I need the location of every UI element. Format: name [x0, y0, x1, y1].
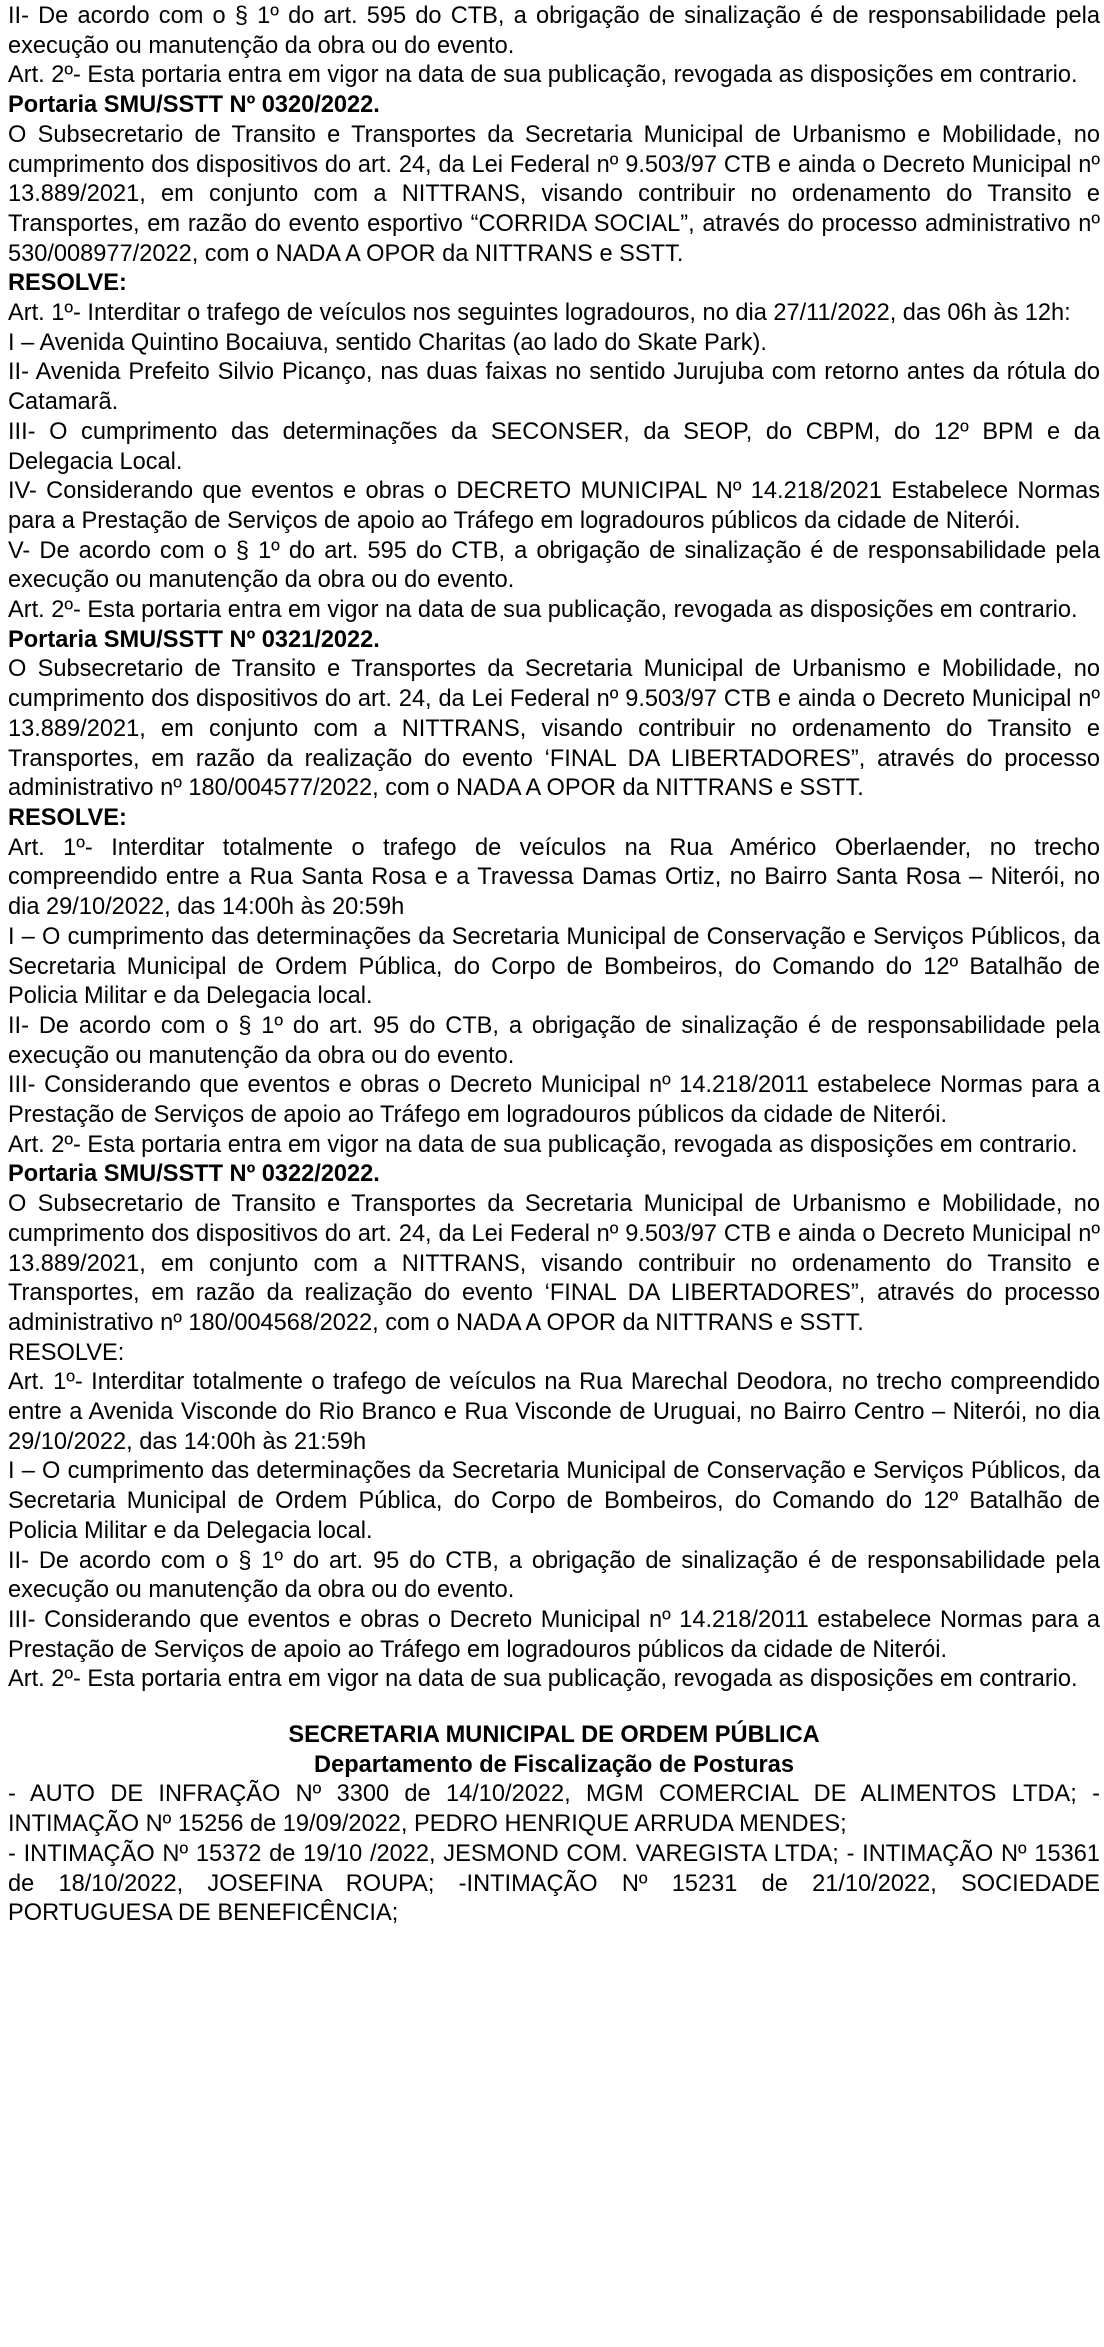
section-title: Portaria SMU/SSTT Nº 0321/2022.	[8, 626, 380, 653]
portarias-block	[8, 2, 1100, 1695]
section-title: Portaria SMU/SSTT Nº 0322/2022.	[8, 1161, 380, 1188]
paragraph: Art. 1º- Interditar totalmente o trafego de veículos na Rua Marechal Deodora, no trecho compreendido entre a Avenida Visconde do Rio Branco e Rua Visconde de Uruguai, no Bairro Centro – Niterói, no dia 29/10/2022, das 14:00h às 21:59h	[8, 1369, 1100, 1455]
paragraph: O Subsecretario de Transito e Transportes da Secretaria Municipal de Urbanismo e Mobilidade, no cumprimento dos dispositivos do art. 24, da Lei Federal nº 9.503/97 CTB e ainda o Decreto Municipal nº 13.889/2021, em conjunto com a NITTRANS, visando contribuir no ordenamento do Transito e Transportes, em razão do evento esportivo “CORRIDA SOCIAL”, através do processo administrativo nº 530/008977/2022, com o NADA A OPOR da NITTRANS e SSTT.	[8, 121, 1100, 267]
paragraph: I – Avenida Quintino Bocaiuva, sentido Charitas (ao lado do Skate Park).	[8, 329, 767, 356]
paragraph: II- Avenida Prefeito Silvio Picanço, nas duas faixas no sentido Jurujuba com retorno antes da rótula do Catamarã.	[8, 359, 1100, 416]
paragraph: Art. 2º- Esta portaria entra em vigor na data de sua publicação, revogada as disposições em contrario.	[8, 1131, 1078, 1158]
paragraph: III- Considerando que eventos e obras o Decreto Municipal nº 14.218/2011 estabelece Normas para a Prestação de Serviços de apoio ao Tráfego em logradouros públicos da cidade de Niterói.	[8, 1072, 1100, 1129]
section-subheading: Departamento de Fiscalização de Posturas	[314, 1751, 794, 1778]
paragraph: IV- Considerando que eventos e obras o DECRETO MUNICIPAL Nº 14.218/2021 Estabelece Normas para a Prestação de Serviços de apoio ao Tráfego em logradouros públicos da cidade de Niterói.	[8, 478, 1100, 534]
paragraph: O Subsecretario de Transito e Transportes da Secretaria Municipal de Urbanismo e Mobilidade, no cumprimento dos dispositivos do art. 24, da Lei Federal nº 9.503/97 CTB e ainda o Decreto Municipal nº 13.889/2021, em conjunto com a NITTRANS, visando contribuir no ordenamento do Transito e Transportes, em razão da realização do evento ‘FINAL DA LIBERTADORES”, através do processo administrativo nº 180/004568/2022, com o NADA A OPOR da NITTRANS e SSTT.	[8, 1191, 1100, 1336]
paragraph: II- De acordo com o § 1º do art. 95 do CTB, a obrigação de sinalização é de responsabilidade pela execução ou manutenção da obra ou do evento.	[8, 1012, 1100, 1069]
paragraph: Art. 1º- Interditar o trafego de veículos nos seguintes logradouros, no dia 27/11/2022, das 06h às 12h:	[8, 300, 1071, 327]
section-title: RESOLVE:	[8, 270, 127, 297]
paragraph: - INTIMAÇÃO Nº 15372 de 19/10 /2022, JESMOND COM. VAREGISTA LTDA; - INTIMAÇÃO Nº 15361 de 18/10/2022, JOSEFINA ROUPA; -INTIMAÇÃO Nº 15231 de 21/10/2022, SOCIEDADE PORTUGUESA DE BENEFICÊNCIA;	[8, 1840, 1100, 1927]
paragraph: O Subsecretario de Transito e Transportes da Secretaria Municipal de Urbanismo e Mobilidade, no cumprimento dos dispositivos do art. 24, da Lei Federal nº 9.503/97 CTB e ainda o Decreto Municipal nº 13.889/2021, em conjunto com a NITTRANS, visando contribuir no ordenamento do Transito e Transportes, em razão da realização do evento ‘FINAL DA LIBERTADORES”, através do processo administrativo nº 180/004577/2022, com o NADA A OPOR da NITTRANS e SSTT.	[8, 656, 1100, 802]
paragraph: III- O cumprimento das determinações da SECONSER, da SEOP, do CBPM, do 12º BPM e da Delegacia Local.	[8, 418, 1100, 475]
paragraph: I – O cumprimento das determinações da Secretaria Municipal de Conservação e Serviços Públicos, da Secretaria Municipal de Ordem Pública, do Corpo de Bombeiros, do Comando do 12º Batalhão de Policia Militar e da Delegacia local.	[8, 1458, 1100, 1544]
posturas-block	[8, 1780, 1100, 1929]
paragraph: V- De acordo com o § 1º do art. 595 do CTB, a obrigação de sinalização é de responsabilidade pela execução ou manutenção da obra ou do evento.	[8, 537, 1100, 594]
paragraph: Art. 1º- Interditar totalmente o trafego de veículos na Rua Américo Oberlaender, no trecho compreendido entre a Rua Santa Rosa e a Travessa Damas Ortiz, no Bairro Santa Rosa – Niterói, no dia 29/10/2022, das 14:00h às 20:59h	[8, 834, 1100, 921]
paragraph: Art. 2º- Esta portaria entra em vigor na data de sua publicação, revogada as disposições em contrario.	[8, 597, 1078, 624]
section-title: Portaria SMU/SSTT Nº 0320/2022.	[8, 92, 380, 119]
paragraph: Art. 2º- Esta portaria entra em vigor na data de sua publicação, revogada as disposições em contrario.	[8, 62, 1078, 89]
paragraph: II- De acordo com o § 1º do art. 595 do CTB, a obrigação de sinalização é de responsabilidade pela execução ou manutenção da obra ou do evento.	[8, 3, 1100, 59]
paragraph: RESOLVE:	[8, 1339, 125, 1366]
paragraph: I – O cumprimento das determinações da Secretaria Municipal de Conservação e Serviços Públicos, da Secretaria Municipal de Ordem Pública, do Corpo de Bombeiros, do Comando do 12º Batalhão de Policia Militar e da Delegacia local.	[8, 923, 1100, 1010]
paragraph: Art. 2º- Esta portaria entra em vigor na data de sua publicação, revogada as disposições em contrario.	[8, 1666, 1078, 1693]
paragraph: II- De acordo com o § 1º do art. 95 do CTB, a obrigação de sinalização é de responsabilidade pela execução ou manutenção da obra ou do evento.	[8, 1547, 1100, 1604]
paragraph: - AUTO DE INFRAÇÃO Nº 3300 de 14/10/2022, MGM COMERCIAL DE ALIMENTOS LTDA; - INTIMAÇÃO Nº 15256 de 19/09/2022, PEDRO HENRIQUE ARRUDA MENDES;	[8, 1781, 1100, 1838]
section-heading: SECRETARIA MUNICIPAL DE ORDEM PÚBLICA	[288, 1722, 820, 1749]
section-title: RESOLVE:	[8, 804, 127, 831]
paragraph: III- Considerando que eventos e obras o Decreto Municipal nº 14.218/2011 estabelece Normas para a Prestação de Serviços de apoio ao Tráfego em logradouros públicos da cidade de Niterói.	[8, 1606, 1100, 1663]
